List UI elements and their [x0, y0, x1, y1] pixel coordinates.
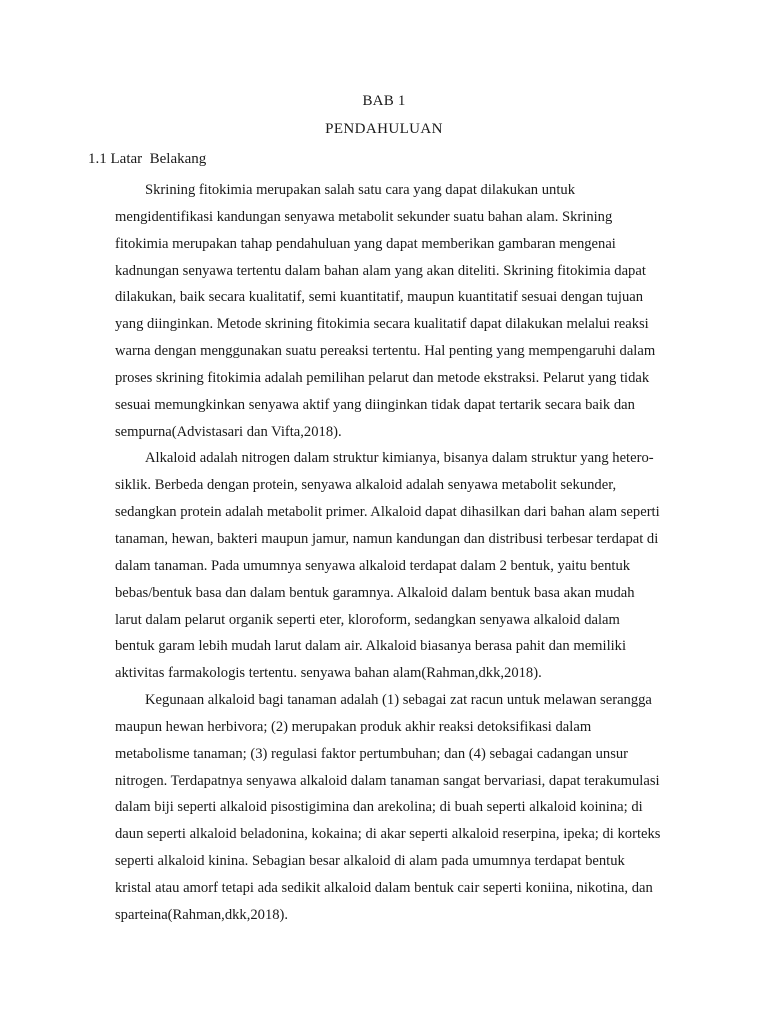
- chapter-number: BAB 1: [362, 93, 406, 109]
- section-heading: 1.1 Latar Belakang: [88, 151, 207, 167]
- paragraph-alkaloid-uses: Kegunaan alkaloid bagi tanaman adalah (1) sebagai zat racun untuk melawan serangga maupun hewan herbivora; (2) merupakan produk akhir reaksi detoksifikasi dalam metabolisme tanaman; (3) regulasi faktor pertumbuhan; dan (4) sebagai cadangan unsur nitrogen. Terdapatnya senyawa alkaloid dalam tanaman sangat bervariasi, dapat terakumulasi dalam biji seperti alkaloid pisostigimina dan arekolina; di buah seperti alkaloid koinina; di daun seperti alkaloid beladonina, kokaina; di akar seperti alkaloid reserpina, ipeka; di korteks seperti alkaloid kinina. Sebagian besar alkaloid di alam pada umumnya terdapat bentuk kristal atau amorf tetapi ada sedikit alkaloid dalam bentuk cair seperti koniina, nikotina, dan sparteina(Rahman,dkk,2018).: [115, 692, 661, 923]
- paragraph-alkaloid-definition: Alkaloid adalah nitrogen dalam struktur kimianya, bisanya dalam struktur yang hetero-siklik. Berbeda dengan protein, senyawa alkaloid adalah senyawa metabolit sekunder, sedangkan protein adalah metabolit primer. Alkaloid dapat dihasilkan dari bahan alam seperti tanaman, hewan, bakteri maupun jamur, namun kandungan dan distribusi terbesar terdapat di dalam tanaman. Pada umumnya senyawa alkaloid terdapat dalam 2 bentuk, yaitu bentuk bebas/bentuk basa dan dalam bentuk garamnya. Alkaloid dalam bentuk basa akan mudah larut dalam pelarut organik seperti eter, kloroform, sedangkan senyawa alkaloid dalam bentuk garam lebih mudah larut dalam air. Alkaloid biasanya berasa pahit dan memiliki aktivitas farmakologis tertentu. senyawa bahan alam(Rahman,dkk,2018).: [115, 450, 660, 682]
- chapter-title: PENDAHULUAN: [325, 121, 443, 137]
- body-text: [115, 177, 663, 929]
- paragraph-skrining-fitokimia: Skrining fitokimia merupakan salah satu cara yang dapat dilakukan untuk mengidentifikasi kandungan senyawa metabolit sekunder suatu bahan alam. Skrining fitokimia merupakan tahap pendahuluan yang dapat memberikan gambaran mengenai kadnungan senyawa tertentu dalam bahan alam yang akan diteliti. Skrining fitokimia dapat dilakukan, baik secara kualitatif, semi kuantitatif, maupun kuantitatif sesuai dengan tujuan yang diinginkan. Metode skrining fitokimia secara kualitatif dapat dilakukan melalui reaksi warna dengan menggunakan suatu pereaksi tertentu. Hal penting yang mempengaruhi dalam proses skrining fitokimia adalah pemilihan pelarut dan metode ekstraksi. Pelarut yang tidak sesuai memungkinkan senyawa aktif yang diinginkan tidak dapat tertarik secara baik dan sempurna(Advistasari dan Vifta,2018).: [115, 182, 656, 440]
